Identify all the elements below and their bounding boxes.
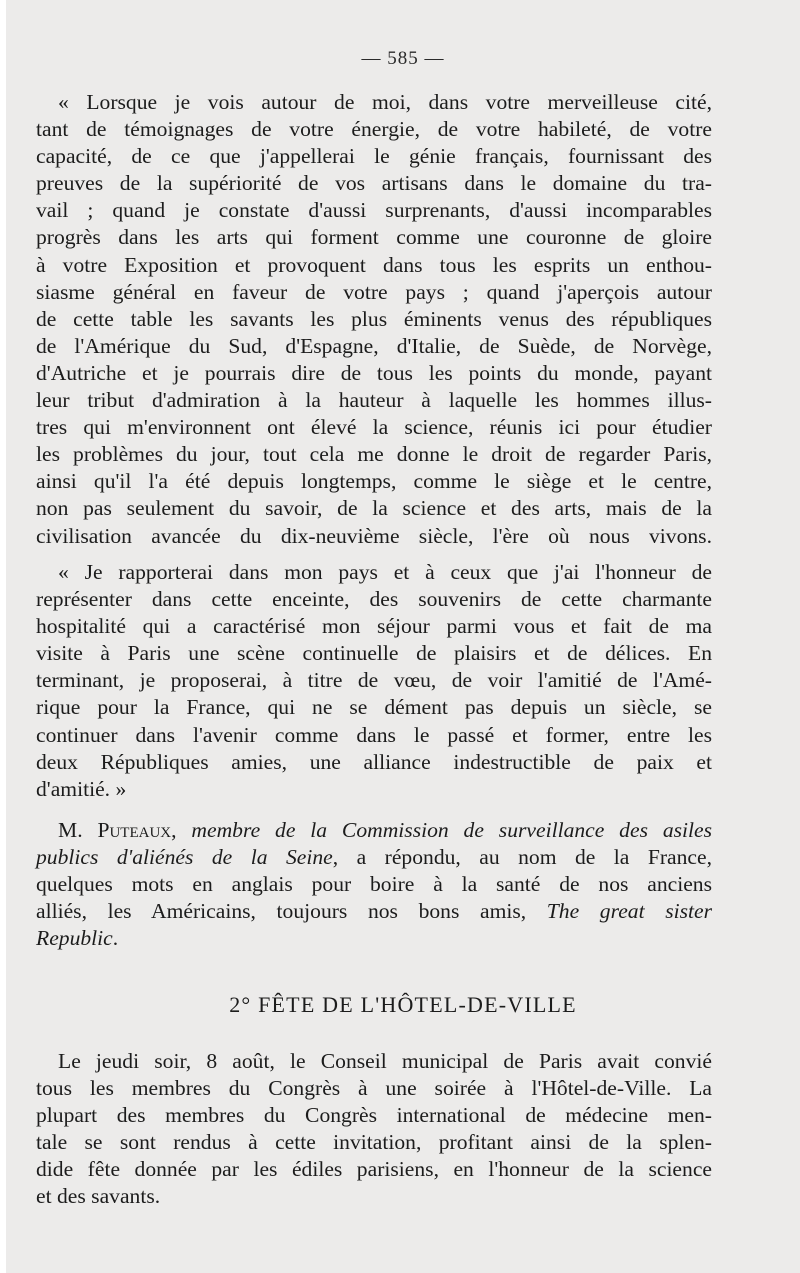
text-line: capacité, de ce que j'appellerai le génie français, fournissant des [36,144,712,169]
text-line: d'amitié. » [36,776,127,801]
text-line: Le jeudi soir, 8 août, le Conseil municipal de Paris avait convié [58,1049,712,1073]
text-line: tous les membres du Congrès à une soirée à l'Hôtel-de-Ville. La [36,1076,712,1101]
text-line: quelques mots en anglais pour boire à la santé de nos anciens [36,872,712,897]
text-fragment: M. [58,818,98,842]
text-line: deux Républiques amies, une alliance indestructible de paix et [36,749,712,774]
text-line: vail ; quand je constate d'aussi surprenants, d'aussi incomparables [36,198,712,223]
text-line: dide fête donnée par les édiles parisiens, en l'honneur de la science [36,1157,712,1182]
book-page [6,0,800,1273]
text-line: terminant, je proposerai, à titre de vœu, de voir l'amitié de l'Amé- [36,668,712,693]
text-line: progrès dans les arts qui forment comme une couronne de gloire [36,225,712,250]
text-line: plupart des membres du Congrès international de médecine men- [36,1103,712,1128]
text-line: non pas seulement du savoir, de la science et des arts, mais de la [36,496,712,521]
text-line [36,898,712,925]
text-line: civilisation avancée du dix-neuvième siècle, l'ère où nous vivons. [36,523,712,548]
text-line: tale se sont rendus à cette invitation, profitant ainsi de la splen- [36,1130,712,1155]
text-line: d'Autriche et je pourrais dire de tous les points du monde, payant [36,360,712,385]
paragraph-puteaux [36,817,712,952]
text-line: les problèmes du jour, tout cela me donne le droit de regarder Paris, [36,442,712,467]
text-line: preuves de la supériorité de vos artisans dans le domaine du tra- [36,171,712,196]
text-line: de l'Amérique du Sud, d'Espagne, d'Italie, de Suède, de Norvège, [36,333,712,358]
text-fragment: , a répondu, au nom de la France, [332,845,712,870]
text-line [36,817,712,844]
text-line: ainsi qu'il l'a été depuis longtemps, comme le siège et le centre, [36,469,712,494]
text-line: et des savants. [36,1184,161,1209]
text-fragment: alliés, les Américains, toujours nos bons amis, [36,899,547,924]
paragraph-fete [36,1048,712,1211]
text-line: leur tribut d'admiration à la hauteur à laquelle les hommes illus- [36,388,712,413]
paragraph-speech-1 [36,89,712,550]
text-fragment: , [171,818,192,842]
italic-title: The great sister [546,899,712,924]
text-line: de cette table les savants les plus éminents venus des républiques [36,306,712,331]
text-line: rique pour la France, qui ne se dément pas depuis un siècle, se [36,695,712,720]
paragraph-speech-2 [36,559,712,803]
text-line: tant de témoignages de votre énergie, de votre habileté, de votre [36,117,712,142]
text-line: représenter dans cette enceinte, des souvenirs de cette charmante [36,587,712,612]
page-number: — 585 — [361,48,445,69]
text-line: tres qui m'environnent ont élevé la science, réunis ici pour étudier [36,415,712,440]
italic-title: Republic [36,926,113,951]
text-fragment: . [112,926,119,951]
text-line: « Je rapporterai dans mon pays et à ceux que j'ai l'honneur de [58,560,712,584]
person-name: Puteaux [97,818,172,842]
text-line [36,844,712,871]
text-line: « Lorsque je vois autour de moi, dans votre merveilleuse cité, [58,90,712,114]
section-heading: 2° FÊTE DE L'HÔTEL-DE-VILLE [229,992,577,1017]
text-line: visite à Paris une scène continuelle de plaisirs et de délices. En [36,641,712,666]
text-line: hospitalité qui a caractérisé mon séjour parmi vous et fait de ma [36,614,712,639]
italic-title: membre de la Commission de surveillance des asiles [191,818,713,842]
text-line: continuer dans l'avenir comme dans le passé et former, entre les [36,722,712,747]
text-line: siasme général en faveur de votre pays ; quand j'aperçois autour [36,279,712,304]
text-line: à votre Exposition et provoquent dans tous les esprits un enthou- [36,252,712,277]
italic-title: publics d'aliénés de la Seine [36,845,333,870]
text-line [36,925,712,952]
